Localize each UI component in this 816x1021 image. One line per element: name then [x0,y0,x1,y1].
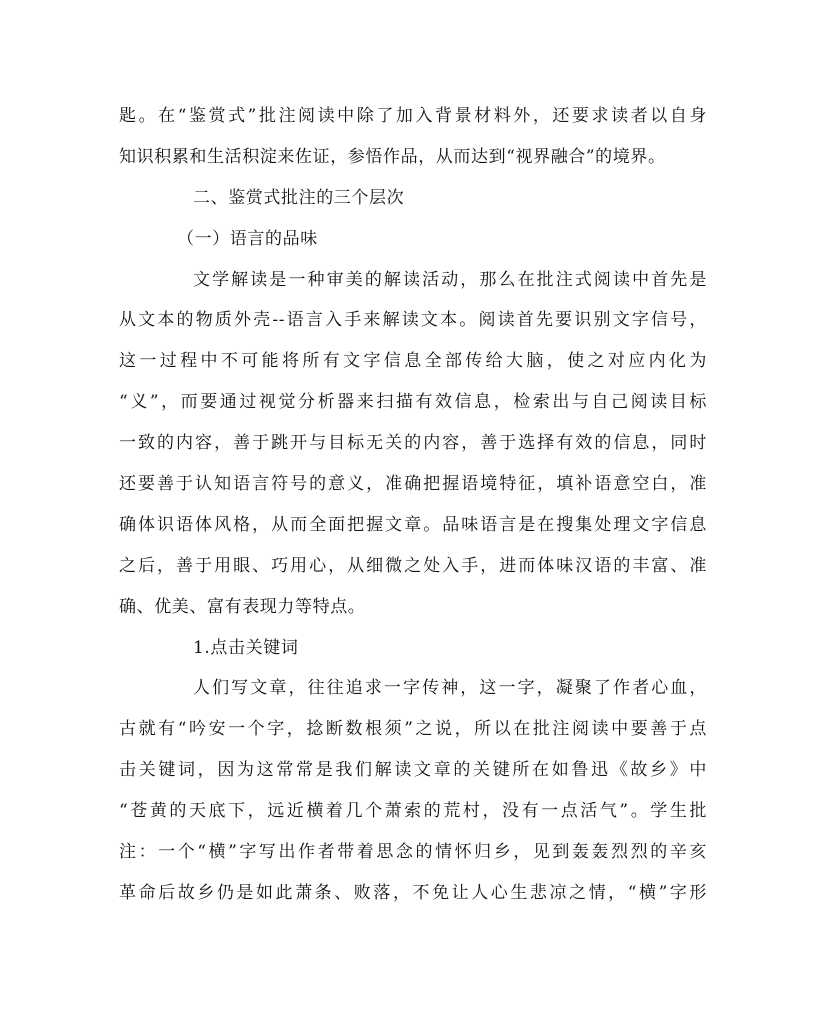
text-line: 击关键词，因为这常常是我们解读文章的关键所在如鲁迅《故乡》中 [119,760,707,781]
text-line: 匙。在“鉴赏式”批注阅读中除了加入背景材料外，还要求读者以自身 [119,106,707,126]
text-line: “义”，而要通过视觉分析器来扫描有效信息，检索出与自己阅读目标 [119,392,707,413]
paragraph-intro-continuation [119,96,707,178]
text-line: 这一过程中不可能将所有文字信息全部传给大脑，使之对应内化为 [119,351,707,372]
text-line: 确、优美、富有表现力等特点。 [119,596,366,617]
text-line: 注：一个“横”字写出作者带着思念的情怀归乡，见到轰轰烈烈的辛亥 [119,842,707,863]
text-line: 一致的内容，善于跳开与目标无关的内容，善于选择有效的信息，同时 [119,433,707,454]
document-page [119,96,707,914]
subsection-heading: （一）语言的品味 [177,228,318,249]
text-line: 人们写文章，往往追求一字传神，这一字，凝聚了作者心血， [193,678,707,699]
text-line: 革命后故乡仍是如此萧条、败落，不免让人心生悲凉之情，“横”字形 [119,882,707,903]
section-heading: 二、鉴赏式批注的三个层次 [193,187,405,208]
paragraph-language-appreciation [119,260,707,628]
text-line: “苍黄的天底下，远近横着几个萧索的荒村，没有一点活气”。学生批 [119,801,707,822]
text-line: 确体识语体风格，从而全面把握文章。品味语言是在搜集处理文字信息 [119,514,707,535]
text-line: 文学解读是一种审美的解读活动，那么在批注式阅读中首先是 [193,269,707,290]
paragraph-keywords [119,668,707,913]
item-heading: 1.点击关键词 [193,637,299,658]
text-line: 从文本的物质外壳--语言入手来解读文本。阅读首先要识别文字信号， [119,310,707,331]
text-line: 还要善于认知语言符号的意义，准确把握语境特征，填补语意空白，准 [119,474,707,495]
text-line: 古就有“吟安一个字，捻断数根须”之说，所以在批注阅读中要善于点 [119,719,707,740]
text-line: 知识积累和生活积淀来佐证，参悟作品，从而达到“视界融合”的境界。 [119,146,666,167]
text-line: 之后，善于用眼、巧用心，从细微之处入手，进而体味汉语的丰富、准 [119,555,707,576]
